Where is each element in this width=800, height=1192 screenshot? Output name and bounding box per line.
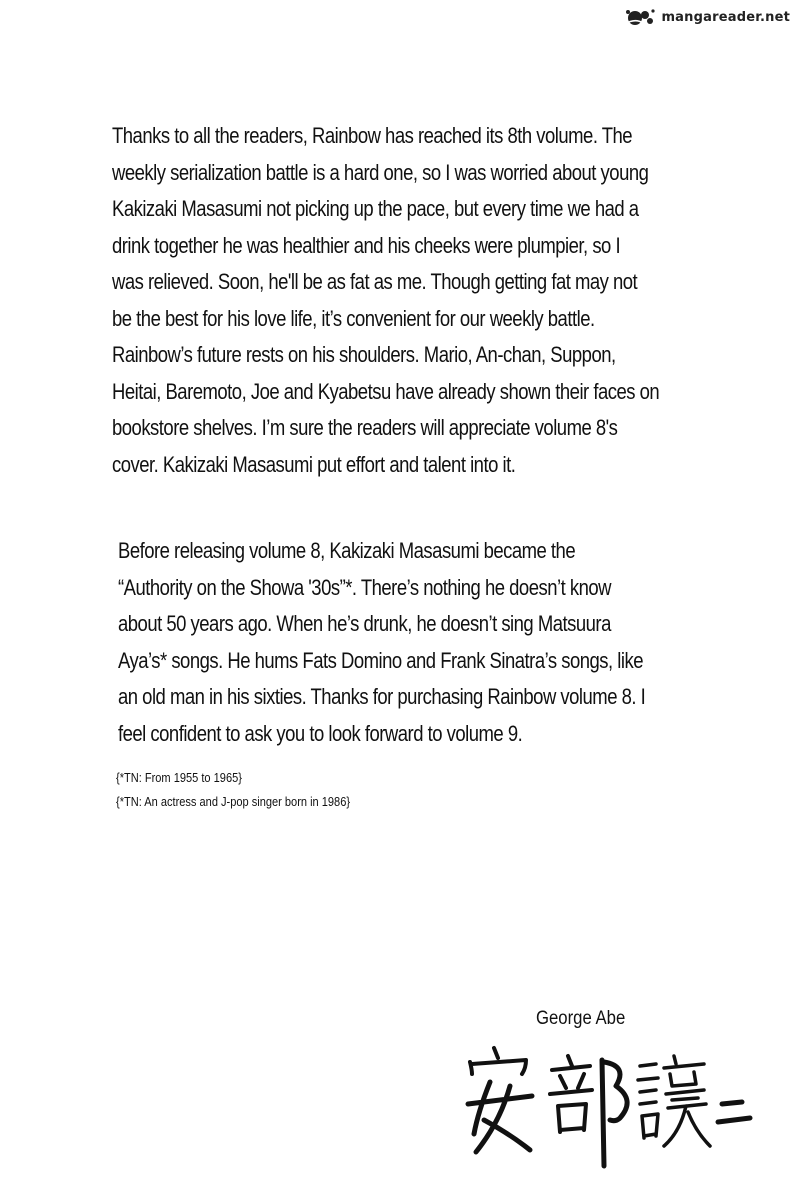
handwritten-signature bbox=[460, 1042, 760, 1172]
translator-note: {*TN: An actress and J-pop singer born in 1986} bbox=[116, 794, 351, 809]
paragraph-line: Before releasing volume 8, Kakizaki Masasumi became the bbox=[118, 538, 576, 563]
translator-notes bbox=[116, 766, 350, 814]
paragraph-line: feel confident to ask you to look forward to volume 9. bbox=[118, 720, 523, 746]
paragraph-line: cover. Kakizaki Masasumi put effort and talent into it. bbox=[112, 451, 516, 477]
paragraph-line: Rainbow’s future rests on his shoulders. Mario, An-chan, Suppon, bbox=[112, 342, 616, 367]
paragraph-line: weekly serialization battle is a hard one, so I was worried about young bbox=[112, 159, 649, 185]
paragraph-line: bookstore shelves. I’m sure the readers will appreciate volume 8's bbox=[112, 415, 618, 440]
afterword-paragraph-1 bbox=[112, 118, 659, 483]
translator-note: {*TN: From 1955 to 1965} bbox=[116, 770, 242, 785]
site-watermark bbox=[623, 6, 790, 28]
paragraph-line: Kakizaki Masasumi not picking up the pace, but every time we had a bbox=[112, 196, 639, 221]
paragraph-line: Thanks to all the readers, Rainbow has reached its 8th volume. The bbox=[112, 123, 633, 148]
afterword-paragraph-2 bbox=[118, 533, 645, 752]
paragraph-line: an old man in his sixties. Thanks for purchasing Rainbow volume 8. I bbox=[118, 684, 646, 709]
paragraph-line: be the best for his love life, it’s convenient for our weekly battle. bbox=[112, 305, 595, 331]
paragraph-line: was relieved. Soon, he'll be as fat as me. Though getting fat may not bbox=[112, 269, 638, 294]
paragraph-line: Heitai, Baremoto, Joe and Kyabetsu have already shown their faces on bbox=[112, 378, 660, 404]
paragraph-line: drink together he was healthier and his cheeks were plumpier, so I bbox=[112, 232, 621, 258]
paragraph-line: Aya’s* songs. He hums Fats Domino and Frank Sinatra’s songs, like bbox=[118, 647, 643, 673]
splash-logo-icon bbox=[623, 6, 657, 28]
paragraph-line: “Authority on the Showa '30s”*. There’s nothing he doesn’t know bbox=[118, 574, 611, 600]
watermark-text: mangareader.net bbox=[661, 9, 790, 25]
author-name: George Abe bbox=[536, 1008, 626, 1029]
paragraph-line: about 50 years ago. When he’s drunk, he doesn’t sing Matsuura bbox=[118, 611, 611, 636]
